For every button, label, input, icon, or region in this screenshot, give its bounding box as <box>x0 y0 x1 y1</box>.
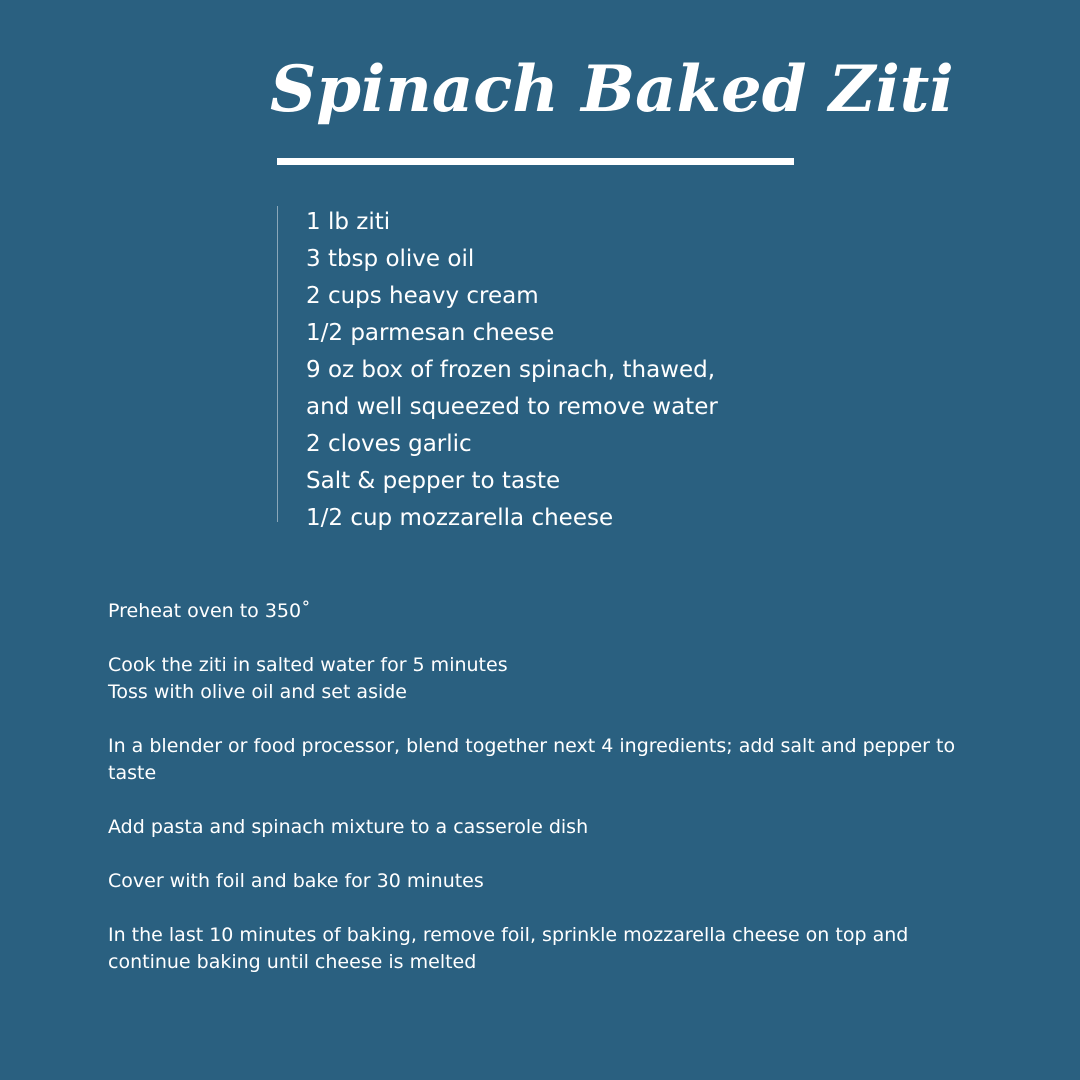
direction-step <box>108 868 988 895</box>
direction-step <box>108 598 988 625</box>
direction-step <box>108 814 988 841</box>
direction-line: Cook the ziti in salted water for 5 minutes <box>108 654 508 676</box>
ingredients-list <box>306 204 718 537</box>
recipe-title: Spinach Baked Ziti <box>270 52 954 127</box>
ingredient-item: and well squeezed to remove water <box>306 394 718 420</box>
ingredient-item: Salt & pepper to taste <box>306 468 561 494</box>
ingredient-item: 2 cloves garlic <box>306 431 472 457</box>
ingredient-item: 1/2 cup mozzarella cheese <box>306 505 614 531</box>
direction-line: In the last 10 minutes of baking, remove foil, sprinkle mozzarella cheese on top and continue baking until cheese is melted <box>108 924 909 973</box>
directions-section <box>108 598 988 1003</box>
ingredient-item: 1/2 parmesan cheese <box>306 320 555 346</box>
direction-line: Cover with foil and bake for 30 minutes <box>108 870 484 892</box>
direction-line: Preheat oven to 350˚ <box>108 600 311 622</box>
direction-line: Add pasta and spinach mixture to a casserole dish <box>108 816 589 838</box>
ingredient-item: 2 cups heavy cream <box>306 283 539 309</box>
ingredient-item: 9 oz box of frozen spinach, thawed, <box>306 357 716 383</box>
direction-step <box>108 652 988 706</box>
direction-line: Toss with olive oil and set aside <box>108 681 407 703</box>
direction-step <box>108 733 988 787</box>
ingredient-item: 1 lb ziti <box>306 209 391 235</box>
direction-step <box>108 922 988 976</box>
ingredient-item: 3 tbsp olive oil <box>306 246 475 272</box>
title-underline <box>277 158 794 165</box>
direction-line: In a blender or food processor, blend together next 4 ingredients; add salt and pepper to taste <box>108 735 956 784</box>
ingredients-section <box>277 206 718 531</box>
